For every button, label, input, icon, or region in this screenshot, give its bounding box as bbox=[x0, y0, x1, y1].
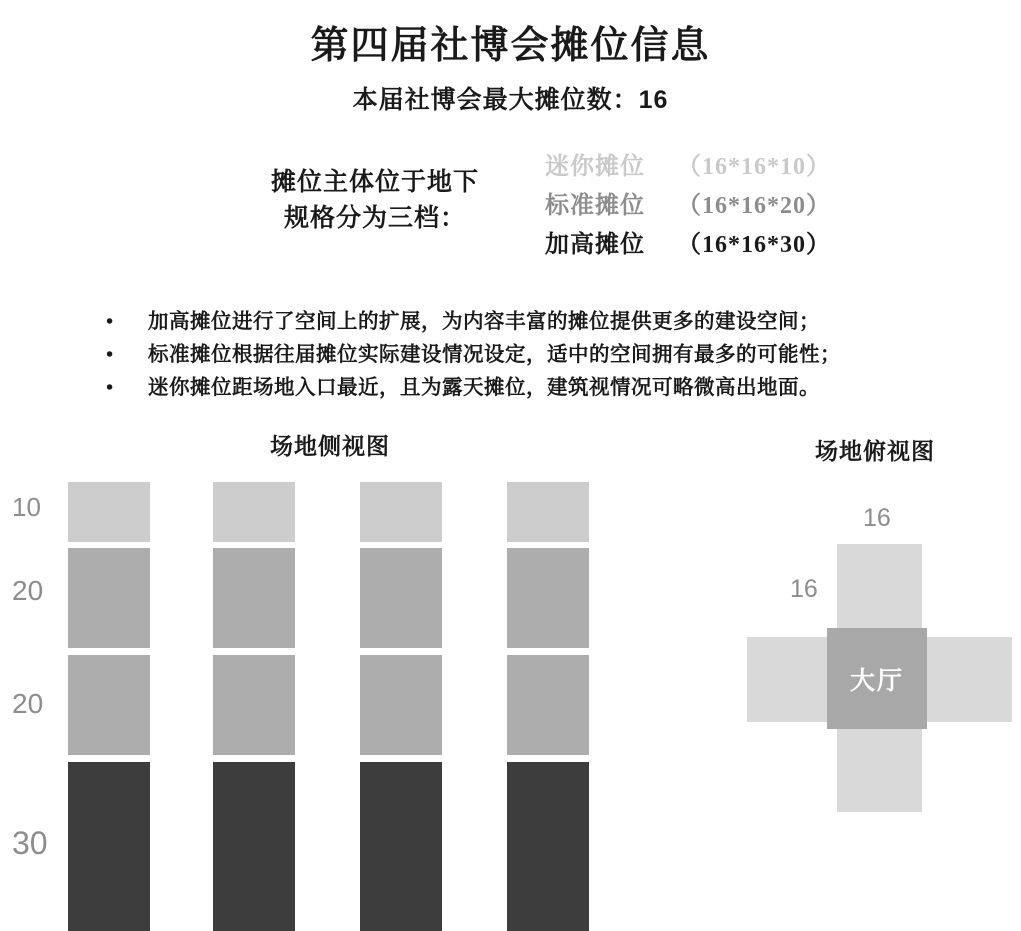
spec-tier-tall bbox=[545, 226, 905, 265]
max-booths-line bbox=[0, 80, 1021, 116]
spec-intro bbox=[230, 165, 520, 238]
booth-1-standard-upper-segment bbox=[68, 548, 150, 648]
max-booths-label: 本届社博会最大摊位数： bbox=[352, 87, 639, 114]
list-item-text: 加高摊位进行了空间上的扩展，为内容丰富的摊位提供更多的建设空间； bbox=[148, 311, 820, 333]
spec-tier-tall-name: 加高摊位 bbox=[545, 231, 645, 258]
booth-1-standard-lower-segment bbox=[68, 655, 150, 755]
spec-tier-tall-dims: （16*16*30） bbox=[677, 231, 831, 258]
booth-2-standard-lower-segment bbox=[213, 655, 295, 755]
side-view-caption: 场地侧视图 bbox=[270, 434, 390, 459]
booth-1-mini-segment bbox=[68, 482, 150, 542]
list-item bbox=[100, 339, 960, 372]
booth-4-tall-segment bbox=[507, 762, 589, 931]
plan-dim-top: 16 bbox=[863, 504, 891, 532]
booth-2-mini-segment bbox=[213, 482, 295, 542]
spec-tier-mini bbox=[545, 148, 905, 187]
axis-label-20-upper: 20 bbox=[12, 575, 44, 606]
plan-center-hall: 大厅 bbox=[827, 628, 927, 729]
spec-tier-standard-name: 标准摊位 bbox=[545, 192, 645, 219]
booth-4-standard-lower-segment bbox=[507, 655, 589, 755]
booth-1-tall-segment bbox=[68, 762, 150, 931]
top-view-caption: 场地俯视图 bbox=[815, 439, 935, 464]
plan-dim-left: 16 bbox=[790, 575, 818, 603]
list-item-text: 标准摊位根据往届摊位实际建设情况设定，适中的空间拥有最多的可能性； bbox=[148, 344, 841, 367]
spec-tier-mini-name: 迷你摊位 bbox=[545, 154, 645, 180]
max-booths-value: 16 bbox=[638, 86, 669, 114]
booth-3-standard-lower-segment bbox=[360, 655, 442, 755]
axis-label-10-top: 10 bbox=[12, 492, 41, 522]
booth-3-mini-segment bbox=[360, 482, 442, 542]
booth-4-mini-segment bbox=[507, 482, 589, 542]
side-view-diagram bbox=[0, 470, 640, 931]
top-view-diagram bbox=[700, 470, 1021, 870]
spec-tier-list bbox=[545, 148, 905, 265]
bullet-marker-icon: • bbox=[106, 377, 114, 400]
axis-label-20-lower: 20 bbox=[12, 688, 44, 719]
bullet-marker-icon: • bbox=[106, 344, 114, 367]
booth-2-standard-upper-segment bbox=[213, 548, 295, 648]
bullet-marker-icon: • bbox=[106, 311, 114, 333]
notes-list bbox=[100, 306, 960, 406]
spec-tier-mini-dims: （16*16*10） bbox=[677, 154, 831, 180]
spec-tier-standard-dims: （16*16*20） bbox=[677, 192, 831, 219]
list-item-text: 迷你摊位距场地入口最近，且为露天摊位，建筑视情况可略微高出地面。 bbox=[148, 377, 820, 400]
booth-2-tall-segment bbox=[213, 762, 295, 931]
booth-3-tall-segment bbox=[360, 762, 442, 931]
list-item bbox=[100, 306, 960, 339]
spec-intro-line-1: 摊位主体位于地下 bbox=[270, 169, 479, 196]
list-item bbox=[100, 372, 960, 405]
spec-tier-standard bbox=[545, 187, 905, 226]
axis-label-30-bottom: 30 bbox=[12, 825, 48, 861]
page-title: 第四届社博会摊位信息 bbox=[310, 25, 711, 67]
spec-intro-line-2: 规格分为三档： bbox=[283, 205, 466, 233]
booth-4-standard-upper-segment bbox=[507, 548, 589, 648]
booth-3-standard-upper-segment bbox=[360, 548, 442, 648]
